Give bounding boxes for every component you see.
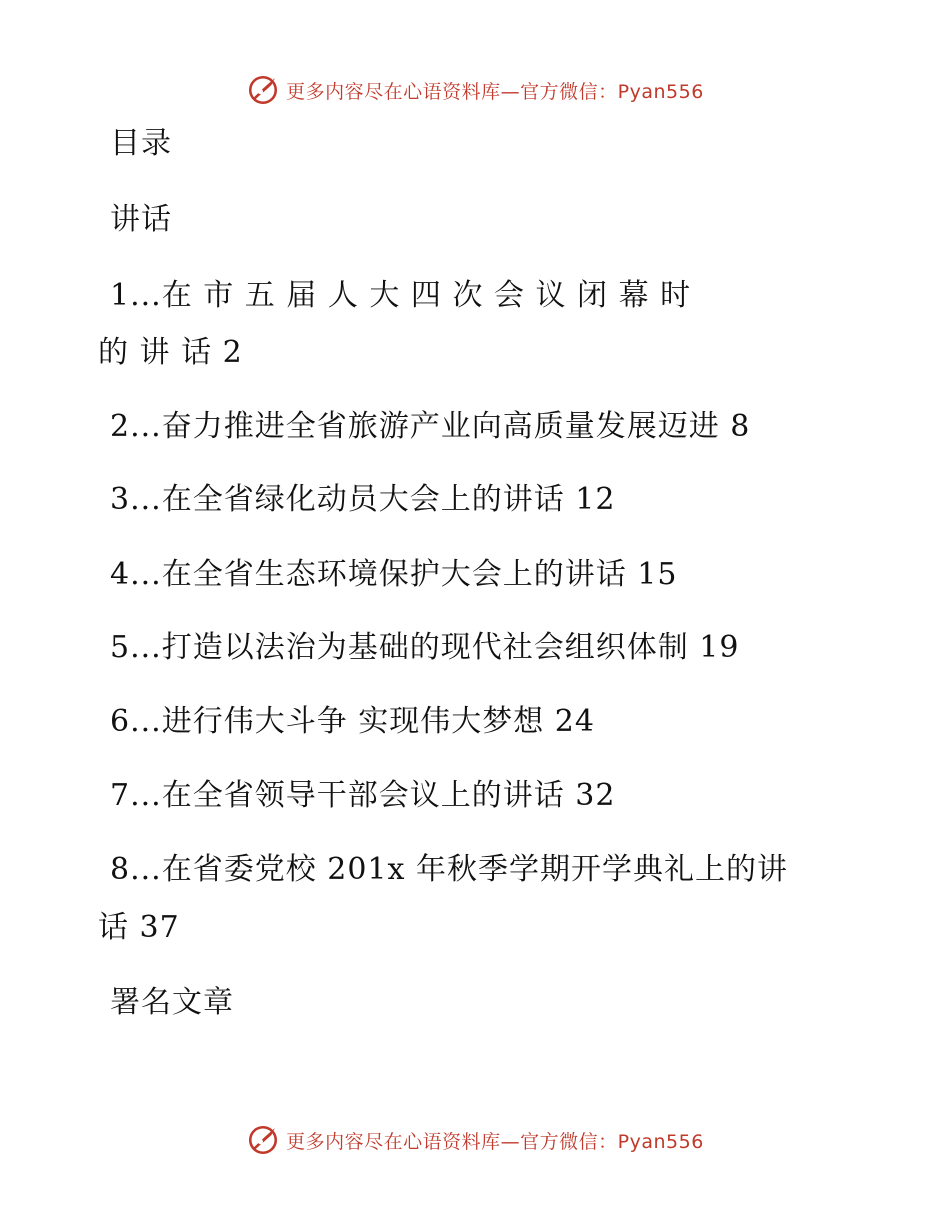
pen-logo-icon bbox=[246, 1123, 280, 1157]
toc-entry-8-continued[interactable]: 话 37 bbox=[98, 910, 180, 945]
watermark-text: 更多内容尽在心语资料库—官方微信：Pyan556 bbox=[286, 1130, 704, 1153]
watermark-text: 更多内容尽在心语资料库—官方微信：Pyan556 bbox=[286, 80, 704, 103]
watermark-header bbox=[0, 70, 950, 110]
toc-entry-2[interactable]: 2...奋力推进全省旅游产业向高质量发展迈进 8 bbox=[110, 409, 751, 444]
section-heading-articles: 署名文章 bbox=[110, 985, 234, 1020]
watermark-footer bbox=[0, 1120, 950, 1160]
toc-entry-7[interactable]: 7...在全省领导干部会议上的讲话 32 bbox=[110, 778, 616, 813]
pen-logo-icon bbox=[246, 73, 280, 107]
toc-entry-1-continued[interactable]: 的 讲 话 2 bbox=[98, 335, 243, 370]
toc-entry-1[interactable]: 1...在 市 五 届 人 大 四 次 会 议 闭 幕 时 bbox=[110, 278, 692, 313]
toc-entry-3[interactable]: 3...在全省绿化动员大会上的讲话 12 bbox=[110, 482, 616, 517]
section-heading-speech: 讲话 bbox=[110, 202, 172, 237]
toc-entry-8[interactable]: 8...在省委党校 201x 年秋季学期开学典礼上的讲 bbox=[110, 852, 788, 887]
toc-title: 目录 bbox=[110, 126, 172, 161]
toc-entry-5[interactable]: 5...打造以法治为基础的现代社会组织体制 19 bbox=[110, 630, 740, 665]
toc-entry-6[interactable]: 6...进行伟大斗争 实现伟大梦想 24 bbox=[110, 704, 595, 739]
toc-entry-4[interactable]: 4...在全省生态环境保护大会上的讲话 15 bbox=[110, 557, 678, 592]
